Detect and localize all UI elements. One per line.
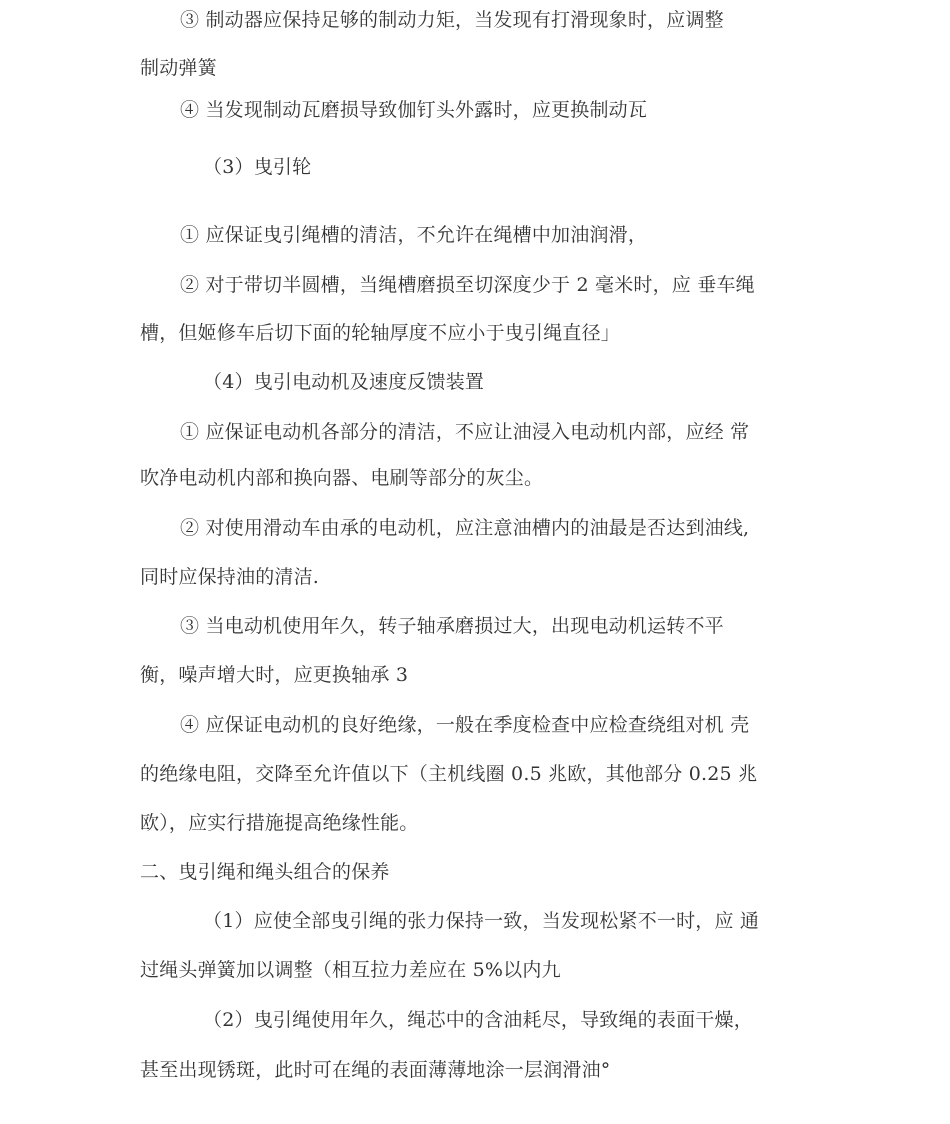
- text-line: ④ 当发现制动瓦磨损导致伽钉头外露时，应更换制动瓦: [180, 99, 648, 121]
- text-line: ② 对使用滑动车由承的电动机，应注意油槽内的油最是否达到油线,: [180, 517, 750, 539]
- text-line: ④ 应保证电动机的良好绝缘，一般在季度检查中应检查绕组对机 壳: [180, 714, 750, 736]
- text-line: ① 应保证电动机各部分的清洁，不应让油浸入电动机内部，应经 常: [180, 421, 750, 443]
- text-line: 甚至出现锈斑，此时可在绳的表面薄薄地涂一层润滑油°: [140, 1059, 611, 1081]
- text-line: 同时应保持油的清洁.: [140, 566, 320, 588]
- section-heading: （3）曳引轮: [203, 156, 312, 178]
- text-line: 槽，但姬修车后切下面的轮轴厚度不应小于曳引绳直径」: [140, 322, 621, 344]
- text-line: 衡，噪声增大时，应更换轴承 3: [140, 664, 409, 686]
- section-heading: （4）曳引电动机及速度反馈装置: [203, 371, 485, 393]
- text-line: ① 应保证曳引绳槽的清洁，不允许在绳槽中加油润滑，: [180, 224, 648, 246]
- text-line: 过绳头弹簧加以调整（相互拉力差应在 5%以内九: [140, 959, 561, 981]
- text-line: 欧），应实行措施提高绝缘性能。: [140, 812, 419, 834]
- text-line: （1）应使全部曳引绳的张力保持一致，当发现松紧不一时，应 通: [203, 910, 760, 932]
- text-line: （2）曳引绳使用年久，绳芯中的含油耗尽，导致绳的表面干燥，: [203, 1009, 753, 1031]
- text-line: 吹净电动机内部和换向器、电刷等部分的灰尘。: [140, 467, 544, 489]
- text-line: ③ 当电动机使用年久，转子轴承磨损过大，出现电动机运转不平: [180, 615, 724, 637]
- chapter-heading: 二、曳引绳和绳头组合的保养: [140, 861, 390, 883]
- text-line: ③ 制动器应保持足够的制动力矩，当发现有打滑现象时，应调整: [180, 9, 724, 31]
- text-line: 制动弹簧: [140, 57, 217, 79]
- text-line: ② 对于带切半圆槽，当绳槽磨损至切深度少于 2 毫米时，应 垂车绳: [180, 274, 755, 296]
- text-line: 的绝缘电阻，交降至允许值以下（主机线圈 0.5 兆欧，其他部分 0.25 兆: [140, 763, 758, 785]
